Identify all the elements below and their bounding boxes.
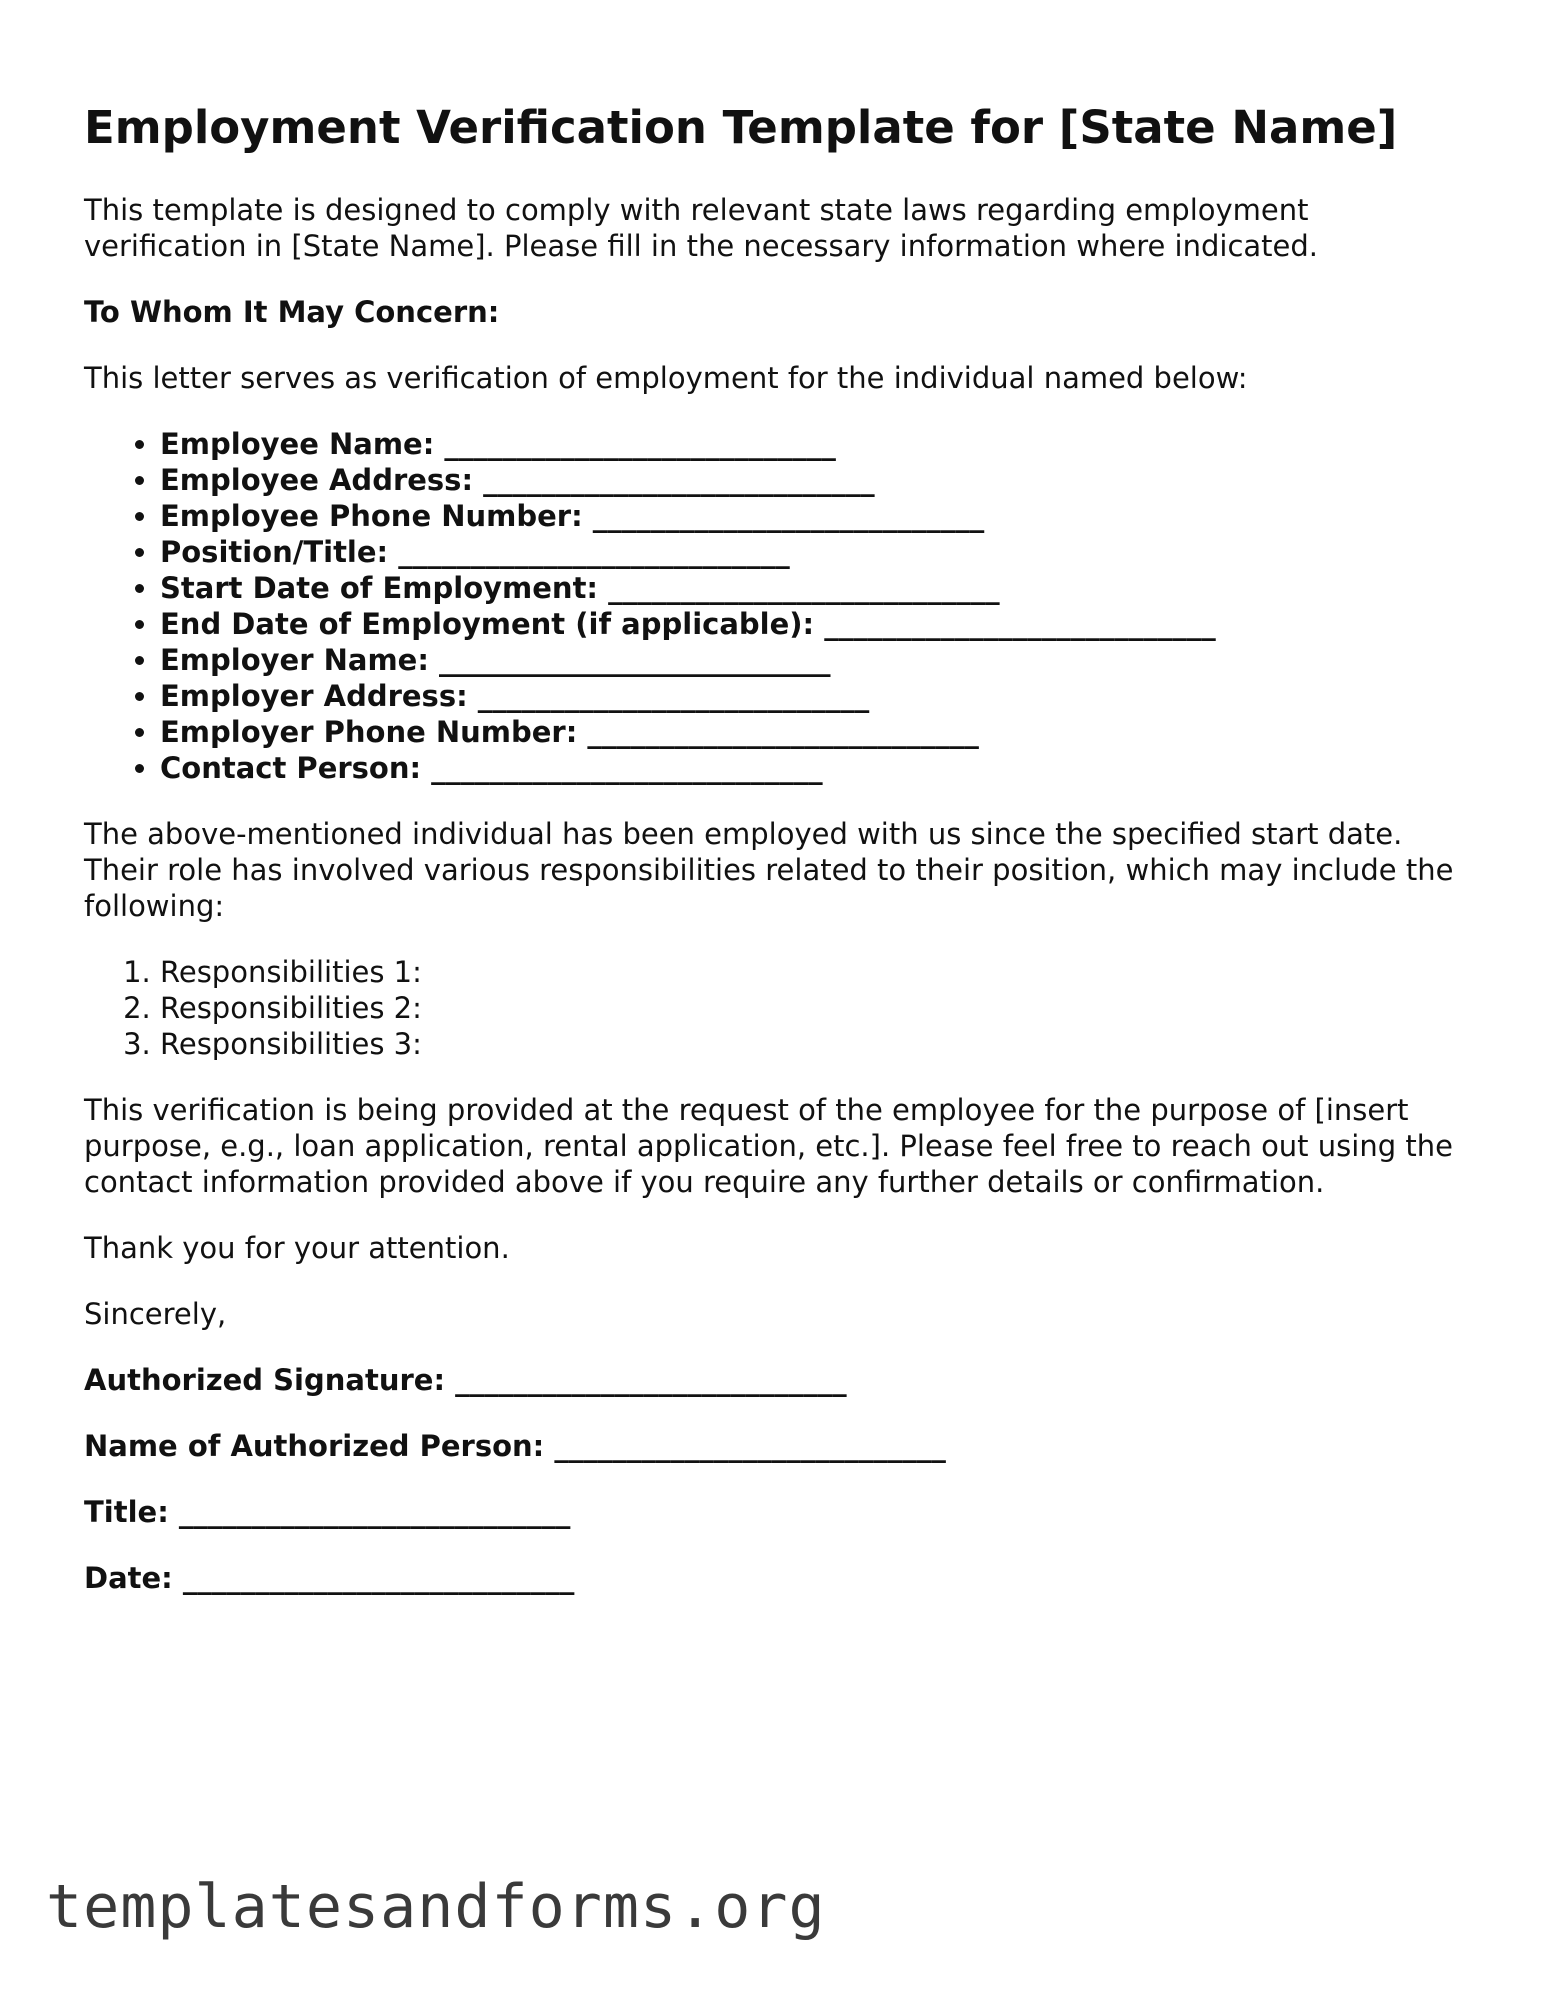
thanks-line: Thank you for your attention. xyxy=(84,1231,510,1265)
responsibility-item: 3. Responsibilities 3: xyxy=(160,1026,1464,1062)
title-line: Title: ___________________________ xyxy=(84,1495,571,1529)
field-contact-person: • Contact Person: ___________________________ xyxy=(160,750,1464,786)
responsibilities-list xyxy=(84,954,1464,1062)
responsibility-item: 1. Responsibilities 1: xyxy=(160,954,1464,990)
closing-line: Sincerely, xyxy=(84,1297,227,1331)
responsibility-item: 2. Responsibilities 2: xyxy=(160,990,1464,1026)
field-employee-address: • Employee Address: ___________________________ xyxy=(160,462,1464,498)
field-employee-phone: • Employee Phone Number: ___________________________ xyxy=(160,498,1464,534)
field-employer-address: • Employer Address: ___________________________ xyxy=(160,678,1464,714)
purpose-paragraph: This verification is being provided at the request of the employee for the purpose of [insert purpose, e.g., loan application, rental application, etc.]. Please feel free to reach out using the contact information provided above if you require any further details or confirmation. xyxy=(84,1093,1453,1199)
footer-watermark: templatesandforms.org xyxy=(46,1872,826,1942)
document-page xyxy=(84,100,1464,1626)
field-employer-name: • Employer Name: ___________________________ xyxy=(160,642,1464,678)
authorized-person-line: Name of Authorized Person: ___________________________ xyxy=(84,1429,946,1463)
intro-paragraph: This template is designed to comply with relevant state laws regarding employment verification in [State Name]. Please fill in the necessary information where indicated. xyxy=(84,193,1319,263)
document-title: Employment Verification Template for [State Name] xyxy=(84,101,1398,154)
field-position-title: • Position/Title: ___________________________ xyxy=(160,534,1464,570)
field-employee-name: • Employee Name: ___________________________ xyxy=(160,426,1464,462)
field-employer-phone: • Employer Phone Number: ___________________________ xyxy=(160,714,1464,750)
body-paragraph: The above-mentioned individual has been employed with us since the specified start date. Their role has involved various responsibilities related to their position, which may include the following: xyxy=(84,817,1454,923)
field-end-date: • End Date of Employment (if applicable): ___________________________ xyxy=(160,606,1464,642)
authorized-signature-line: Authorized Signature: ___________________________ xyxy=(84,1363,847,1397)
salutation: To Whom It May Concern: xyxy=(84,295,500,329)
employment-fields-list xyxy=(84,426,1464,786)
lead-paragraph: This letter serves as verification of employment for the individual named below: xyxy=(84,361,1248,395)
date-line: Date: ___________________________ xyxy=(84,1561,575,1595)
field-start-date: • Start Date of Employment: ___________________________ xyxy=(160,570,1464,606)
